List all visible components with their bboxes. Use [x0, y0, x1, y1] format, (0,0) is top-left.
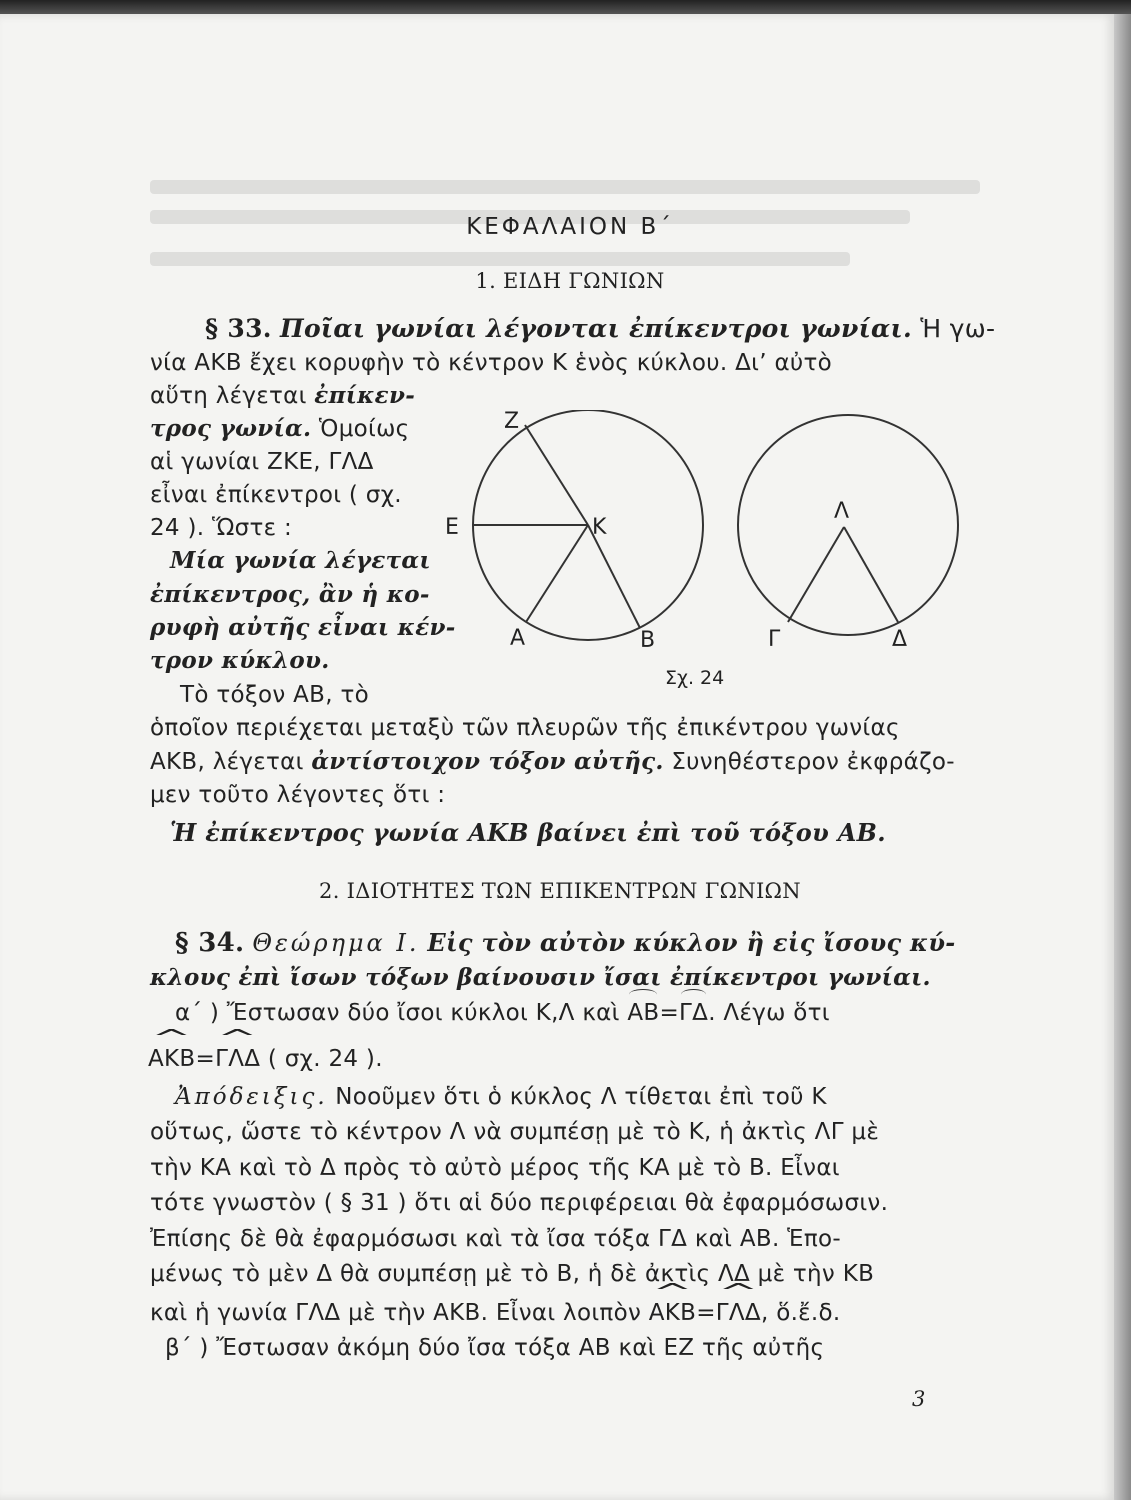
text-span-emph: ἐπίκεν-	[314, 382, 416, 409]
page-edge-shadow	[1114, 14, 1131, 1500]
paragraph-arc-line-4: μεν τοῦτο λέγοντες ὅτι :	[150, 782, 446, 808]
radius-lg	[788, 527, 844, 622]
theorem-line-2: κλους ἐπὶ ἴσων τόξων βαίνουσιν ἴσαι ἐπίκεντροι γωνίαι.	[150, 964, 931, 991]
page-number: 3	[912, 1387, 926, 1411]
theorem-label: Θεώρημα Ι.	[252, 929, 420, 957]
radius-kb	[588, 525, 640, 628]
proof-line-2: οὕτως, ὥστε τὸ κέντρον Λ νὰ συμπέσῃ μὲ τὸ Κ, ἡ ἀκτὶς ΛΓ μὲ	[150, 1119, 880, 1145]
equals-sign: =	[659, 1000, 680, 1026]
label-g: Γ	[768, 627, 781, 652]
radius-ld	[844, 527, 898, 622]
text-span-emph: τρος γωνία.	[150, 415, 312, 442]
definition-line-4: τρον κύκλου.	[150, 647, 330, 674]
proof-line-1	[175, 1082, 827, 1112]
proof-line-6: μένως τὸ μὲν Δ θὰ συμπέσῃ μὲ τὸ Β, ἡ δὲ ἀκτὶς ΛΔ μὲ τὴν ΚΒ	[150, 1261, 875, 1287]
text-span: Νοοῦμεν ὅτι ὁ κύκλος Λ τίθεται ἐπὶ τοῦ Κ	[327, 1084, 827, 1110]
proof-line-4: τότε γνωστὸν ( § 31 ) ὅτι αἱ δύο περιφέρειαι θὰ ἐφαρμόσωσιν.	[150, 1190, 889, 1216]
qed: , ὅ.ἔ.δ.	[760, 1300, 841, 1326]
label-d: Δ	[892, 627, 908, 652]
paragraph-arc-line-1: Τὸ τόξον ΑΒ, τὸ	[180, 682, 369, 708]
angle-gld: ^ ΓΛΔ	[716, 1298, 761, 1328]
paragraph-arc-line-3	[150, 747, 955, 777]
arc-ab: ΑΒ	[627, 1000, 660, 1026]
label-l: Λ	[834, 499, 850, 524]
rule-statement: Ἡ ἐπίκεντρος γωνία ΑΚΒ βαίνει ἐπὶ τοῦ τόξου ΑΒ.	[170, 818, 886, 847]
bleed-through	[150, 180, 980, 194]
text-span: ( σχ. 24 ).	[260, 1046, 383, 1072]
chapter-heading: ΚΕΦΑΛΑΙΟΝ Β΄	[466, 214, 674, 240]
label-b: Β	[640, 628, 656, 653]
text-span: ΑΚΒ, λέγεται	[150, 749, 312, 775]
radius-ka	[526, 525, 588, 622]
paragraph-33-line-4	[150, 414, 409, 444]
paragraph-33-line-5: αἱ γωνίαι ΖΚΕ, ΓΛΔ	[150, 449, 374, 475]
proof-line-3: τὴν ΚΑ καὶ τὸ Δ πρὸς τὸ αὐτὸ μέρος τῆς ΚΑ μὲ τὸ Β. Εἶναι	[150, 1155, 840, 1181]
label-z: Ζ	[504, 410, 520, 434]
text-span: Ὁμοίως	[311, 416, 410, 442]
definition-line-2: ἐπίκεντρος, ἂν ἡ κο-	[150, 581, 430, 608]
text-span: Συνηθέστερον ἐκφράζο-	[663, 749, 955, 775]
right-circle	[738, 415, 958, 635]
proof-line-5: Ἐπίσης δὲ θὰ ἐφαρμόσωσι καὶ τὰ ἴσα τόξα ΓΔ καὶ ΑΒ. Ἑπο-	[150, 1226, 841, 1252]
angle-akb: ^ ΑΚΒ	[148, 1044, 196, 1074]
case-b-line-1: β΄ ) Ἔστωσαν ἀκόμη δύο ἴσα τόξα ΑΒ καὶ ΕΖ τῆς αὐτῆς	[165, 1335, 825, 1361]
paragraph-arc-line-2: ὁποῖον περιέχεται μεταξὺ τῶν πλευρῶν τῆς ἐπικέντρου γωνίας	[150, 715, 900, 741]
paragraph-33-line-1	[205, 314, 995, 344]
figure-caption: Σχ. 24	[665, 667, 725, 689]
paragraph-33-line-7: 24 ). Ὥστε :	[150, 515, 293, 541]
figure-24	[430, 410, 970, 690]
equals-sign: =	[696, 1300, 716, 1326]
text-span: καὶ ἡ γωνία ΓΛΔ μὲ τὴν ΑΚΒ. Εἶναι λοιπὸν	[150, 1300, 649, 1326]
paragraph-34-mark: § 34.	[175, 928, 245, 958]
text-span: Ἡ γω-	[920, 314, 996, 343]
label-k: Κ	[592, 515, 607, 540]
definition-line-3: ρυφὴ αὐτῆς εἶναι κέν-	[150, 614, 456, 641]
arc-gd: ΓΔ	[679, 1000, 709, 1026]
proof-line-7	[150, 1298, 841, 1328]
paragraph-33-mark: § 33.	[205, 314, 272, 343]
angle-akb: ^ ΑΚΒ	[649, 1298, 697, 1328]
paragraph-34-line-1	[175, 928, 956, 958]
text-span: . Λέγω ὅτι	[708, 1000, 830, 1026]
paragraph-33-title: Ποῖαι γωνίαι λέγονται ἐπίκεντροι γωνίαι.	[280, 314, 912, 343]
paragraph-33-line-2: νία ΑΚΒ ἔχει κορυφὴν τὸ κέντρον Κ ἑνὸς κύκλου. Δι’ αὐτὸ	[150, 350, 833, 376]
section-heading-2: 2. ΙΔΙΟΤΗΤΕΣ ΤΩΝ ΕΠΙΚΕΝΤΡΩΝ ΓΩΝΙΩΝ	[319, 879, 801, 903]
definition-line-1: Μία γωνία λέγεται	[170, 547, 431, 574]
case-a-line-2	[148, 1044, 383, 1074]
bleed-through	[150, 252, 850, 266]
text-span-emph: ἀντίστοιχον τόξον αὐτῆς.	[311, 748, 664, 775]
theorem-text: Εἰς τὸν αὐτὸν κύκλον ἢ εἰς ἴσους κύ-	[427, 928, 956, 957]
text-span: αὕτη λέγεται	[150, 383, 315, 409]
section-heading-1: 1. ΕΙΔΗ ΓΩΝΙΩΝ	[475, 269, 665, 293]
proof-label: Ἀπόδειξις.	[175, 1084, 328, 1110]
equals-sign: =	[195, 1046, 216, 1072]
text-span: α΄ ) Ἔστωσαν δύο ἴσοι κύκλοι Κ,Λ καὶ	[175, 1000, 628, 1026]
paragraph-33-line-6: εἶναι ἐπίκεντροι ( σχ.	[150, 482, 402, 508]
radius-kz	[525, 425, 588, 525]
label-e: Ε	[445, 515, 459, 540]
angle-gld: ^ ΓΛΔ	[215, 1044, 260, 1074]
paragraph-33-line-3	[150, 381, 415, 411]
label-a: Α	[510, 626, 526, 651]
